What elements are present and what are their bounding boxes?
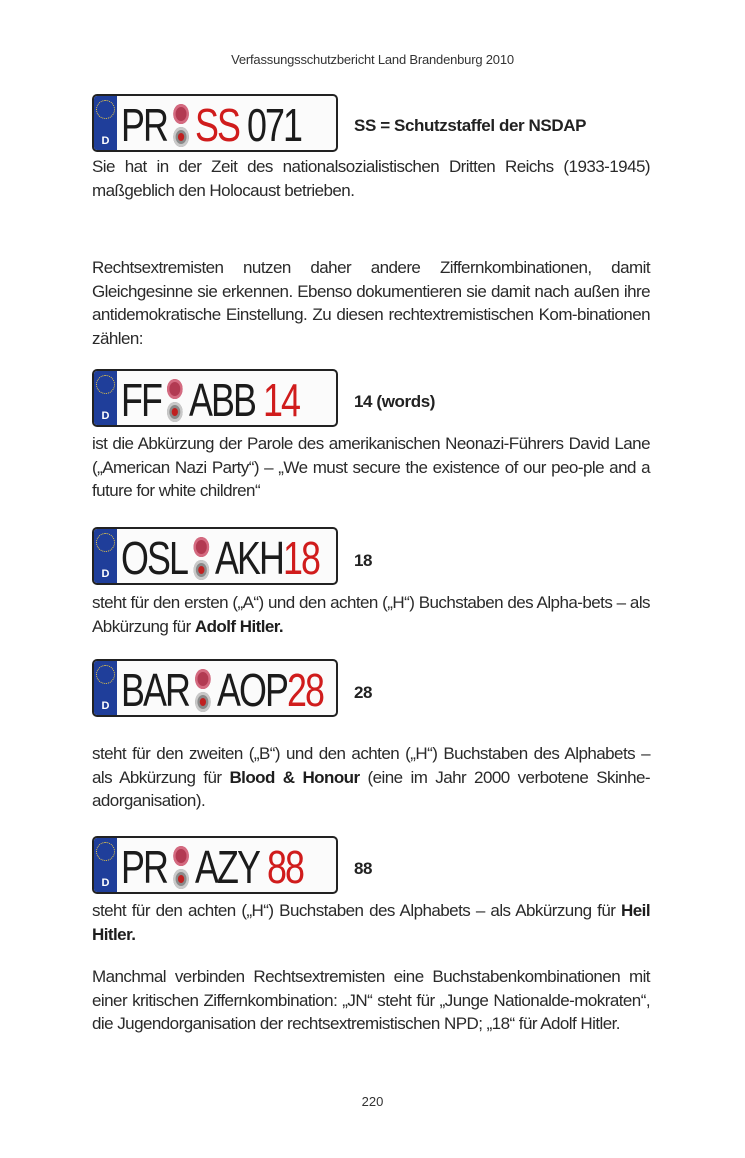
plate-prefix: BAR bbox=[121, 664, 189, 716]
plate-prefix: OSL bbox=[121, 532, 187, 584]
country-code: D bbox=[101, 877, 110, 889]
page-number: 220 bbox=[361, 1094, 384, 1109]
license-plate-image bbox=[92, 369, 338, 427]
paragraph-text: steht für den achten („H“) Buchstaben des Alphabets – als Abkürzung für bbox=[92, 901, 622, 920]
plate-suffix-red: SS bbox=[195, 99, 239, 151]
plate-suffix: AZY bbox=[195, 841, 259, 893]
paragraph bbox=[92, 899, 650, 946]
paragraph: Rechtsextremisten nutzen daher andere Ziffernkombinationen, damit Gleichgesinne sie erkennen. Ebenso dokumentieren sie damit nach außen ihre antidemokratische Einstellung. Zu diesen rechtextremistischen Kom-binationen zählen: bbox=[92, 258, 650, 348]
plate-prefix: PR bbox=[121, 99, 167, 151]
eu-stars-icon bbox=[96, 842, 115, 861]
plate-prefix: PR bbox=[121, 841, 167, 893]
plate-suffix: AKH bbox=[215, 532, 283, 584]
eu-band bbox=[94, 96, 117, 150]
eu-band bbox=[94, 661, 117, 715]
eu-stars-icon bbox=[96, 533, 115, 552]
registration-seal-icon bbox=[191, 664, 214, 716]
plate-number: 88 bbox=[266, 841, 303, 893]
eu-stars-icon bbox=[96, 375, 115, 394]
plate-number: 071 bbox=[247, 99, 302, 151]
paragraph bbox=[92, 591, 650, 638]
paragraph: Manchmal verbinden Rechtsextremisten eine Buchstabenkombinationen mit einer kritischen Ziffernkombination: „JN“ steht für „Junge Nationalde-mokraten“, die Jugendorganisation der rechtsextremistischen NPD; „18“ für Adolf Hitler. bbox=[92, 967, 650, 1033]
code-label: SS = Schutzstaffel der NSDAP bbox=[354, 116, 587, 135]
registration-seal-icon bbox=[189, 532, 212, 584]
code-label: 18 bbox=[354, 551, 373, 570]
license-plate-image bbox=[92, 527, 338, 585]
eu-band bbox=[94, 371, 117, 425]
registration-seal-icon bbox=[169, 99, 192, 151]
country-code: D bbox=[101, 135, 110, 147]
plate-text bbox=[121, 374, 299, 426]
country-code: D bbox=[101, 410, 110, 422]
plate-number: 28 bbox=[286, 664, 323, 716]
paragraph: ist die Abkürzung der Parole des amerikanischen Neonazi-Führers David Lane („American Nazi Party“) – „We must secure the existence of our peo-ple and a future for white children“ bbox=[92, 434, 650, 500]
plate-text bbox=[121, 99, 301, 151]
plate-suffix: ABB bbox=[189, 374, 255, 426]
plate-text bbox=[121, 532, 319, 584]
plate-text bbox=[121, 664, 323, 716]
code-label: 14 (words) bbox=[354, 392, 436, 411]
license-plate-image bbox=[92, 94, 338, 152]
license-plate-image bbox=[92, 659, 338, 717]
eu-band bbox=[94, 838, 117, 892]
paragraph-text: (eine im Jahr 2000 verbotene Skinhe-adorganisation). bbox=[92, 767, 650, 810]
page-header: Verfassungsschutzbericht Land Brandenburg 2010 bbox=[231, 52, 514, 67]
country-code: D bbox=[101, 700, 110, 712]
eu-stars-icon bbox=[96, 100, 115, 119]
code-label: 88 bbox=[354, 859, 373, 878]
eu-stars-icon bbox=[96, 665, 115, 684]
plate-number: 14 bbox=[262, 374, 299, 426]
paragraph-text: steht für den ersten („A“) und den achten („H“) Buchstaben des Alpha-bets – als Abkürzung für bbox=[92, 593, 650, 636]
license-plate-image bbox=[92, 836, 338, 894]
registration-seal-icon bbox=[169, 841, 192, 893]
eu-band bbox=[94, 529, 117, 583]
paragraph-text: steht für den zweiten („B“) und den achten („H“) Buchstaben des Alphabets – als Abkürzung für bbox=[92, 744, 650, 787]
paragraph bbox=[92, 742, 650, 813]
country-code: D bbox=[101, 568, 110, 580]
plate-suffix: AOP bbox=[217, 664, 287, 716]
emphasis-text: Blood & Honour bbox=[229, 767, 360, 787]
emphasis-text: Heil Hitler. bbox=[92, 901, 650, 944]
registration-seal-icon bbox=[163, 374, 186, 426]
code-label: 28 bbox=[354, 683, 373, 702]
plate-text bbox=[121, 841, 303, 893]
plate-prefix: FF bbox=[121, 374, 161, 426]
plate-number: 18 bbox=[282, 532, 319, 584]
emphasis-text: Adolf Hitler. bbox=[194, 616, 284, 636]
paragraph: Sie hat in der Zeit des nationalsozialistischen Dritten Reichs (1933-1945) maßgeblich den Holocaust betrieben. bbox=[92, 157, 650, 200]
